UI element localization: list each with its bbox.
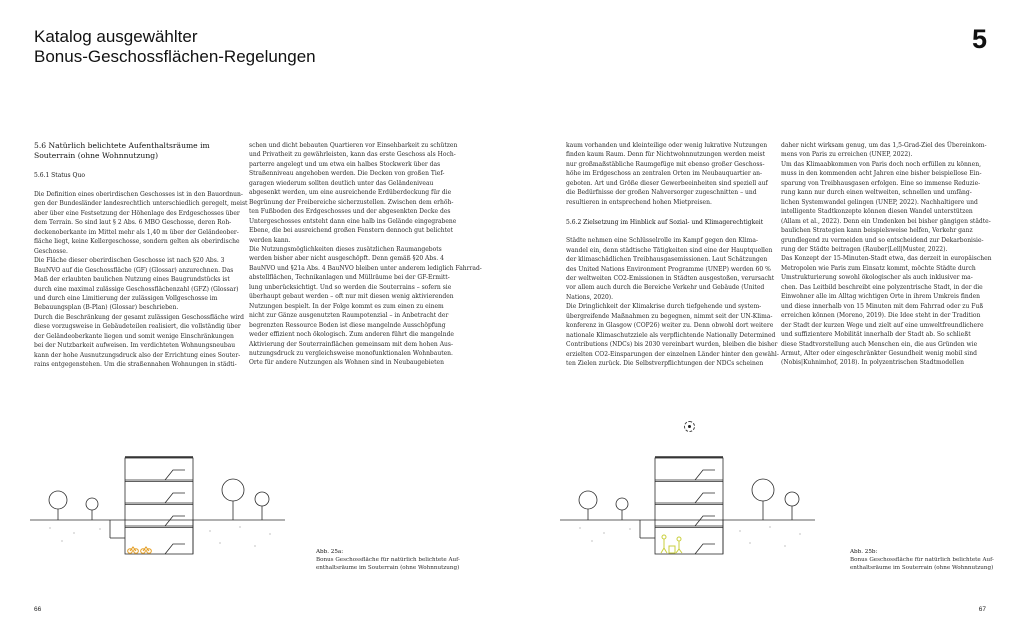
text-line: übergreifende Maßnahmen zu begegnen, nimmt seit der UN-Klima-	[566, 312, 773, 320]
text-line: kann der hohe Ausnutzungsdruck also der Errichtung eines Souter-	[34, 351, 241, 359]
text-line: daher nicht wirksam genug, um das 1,5-Grad-Ziel des Übereinkom-	[781, 142, 987, 149]
text-line: wandel ein, denn städtische Tätigkeiten sind eine der Hauptquellen	[566, 246, 773, 254]
text-line: die Bedürfnisse der großen Nahversorger zugeschnitten – und	[566, 189, 757, 197]
paragraph-block	[249, 141, 482, 368]
text-line: lichen Systemwandel gelingen (UNEP, 2022). Nachhaltigere und	[781, 198, 978, 206]
text-line: Bebauungsplan (B-Plan) (Glossar) beschrieben.	[34, 304, 179, 312]
section-heading-line2: Souterrain (ohne Wohnnutzung)	[34, 151, 159, 160]
text-line: (Nobis|Kuhnimhof, 2018). In polyzentrischen Stadtmodellen	[781, 359, 964, 367]
text-line: ten Fußboden des Erdgeschosses und der abgesenkten Decke des	[249, 208, 451, 216]
text-line: Maß der erlaubten baulichen Nutzung eines Baugrundstücks ist	[34, 276, 230, 284]
text-line: BauNVO und §21a Abs. 4 BauNVO bleiben unter anderem lediglich Fahrrad-	[249, 264, 482, 272]
text-line: Umstrukturierung sowohl ökologischer als auch inklusiver ma-	[781, 274, 973, 282]
text-line: rung der Städte beitragen (Rauber|Lell|Muster, 2022).	[781, 245, 948, 253]
text-line: Metropolen wie Paris zum Einsatz kommt, möchte Städte durch	[781, 264, 976, 272]
text-line: und suffizientere Mobilität innerhalb der Stadt ab. So schließt	[781, 331, 971, 339]
text-line: Einwohner alle im Alltag wichtigen Orte in ihrem Umkreis finden	[781, 293, 981, 301]
text-line: der Stadt der kurzen Wege und zielt auf eine umweltfreundlichere	[781, 321, 984, 329]
text-line: schen und dicht bebauten Quartieren vor Einsehbarkeit zu schützen	[249, 142, 458, 149]
chapter-number: 5	[971, 24, 987, 54]
page-number-right: 67	[978, 606, 986, 613]
figure-caption-a-line1: Bonus Geschossfläche für natürlich belichtete Auf-	[316, 557, 460, 563]
text-line: Aktivierung der Souterrainflächen gemeinsam mit dem hohen Aus-	[249, 340, 453, 348]
text-line: begrenzten Ressource Boden ist diese mangelnde Ausschöpfung	[249, 321, 446, 329]
chapter-title-line2: Bonus-Geschossflächen-Regelungen	[34, 47, 316, 66]
text-line: Orte für andere Nutzungen als Wohnen sind in Neubaugebieten	[249, 359, 444, 367]
text-line: diese Stadtvorstellung auch Menschen ein, die aus Gründen wie	[781, 340, 978, 348]
text-line: durch eine maximal zulässige Geschossflächenzahl (GFZ) (Glossar)	[34, 285, 239, 293]
text-line: grundlegend zu vermeiden und so entscheidend zur Dekarbonisie-	[781, 236, 984, 244]
text-line: Die Dringlichkeit der Klimakrise durch tiefgehende und system-	[566, 303, 762, 311]
text-line: baulichen Strategien kann beispielsweise helfen, Verkehr ganz	[781, 227, 973, 235]
text-line: Die Definition eines oberirdischen Geschosses ist in den Bauordnun-	[34, 191, 243, 198]
text-line: Städte nehmen eine Schlüsselrolle im Kampf gegen den Klima-	[566, 237, 758, 245]
text-line: muss in den kommenden acht Jahren eine bisher beispiellose Ein-	[781, 170, 982, 178]
text-line: deckenoberkante im Mittel mehr als 1,40 m über der Geländeober-	[34, 228, 239, 236]
figure-label-a: Abb. 25a:	[316, 549, 344, 555]
text-line: Durch die Beschränkung der gesamt zulässigen Geschossfläche wird	[34, 313, 245, 321]
text-line: Die Nutzungsmöglichkeiten dieses zusätzlichen Raumangebots	[249, 245, 442, 253]
text-line: kaum vorhanden und kleinteilige oder wenig lukrative Nutzungen	[566, 142, 768, 149]
text-line: erzielten CO2-Einsparungen der einzelnen Länder hinter den gewähl-	[566, 350, 779, 358]
text-line: Nations, 2020).	[566, 293, 614, 301]
text-line: aber über eine Festsetzung der Höhenlage des Erdgeschosses über	[34, 209, 240, 217]
text-line: chen. Das Leitbild beschreibt eine polyzentrische Stadt, in der die	[781, 283, 983, 291]
paragraph-block	[34, 190, 248, 370]
page-number-left: 66	[34, 606, 42, 613]
text-line: abstellflächen, Technikanlagen und Müllräume bei der GF-Ermitt-	[249, 274, 450, 282]
text-line: Untergeschosses entsteht dann eine halb ins Gelände eingegrabene	[249, 217, 457, 225]
text-line: intelligente Stadtkonzepte können diesen Wandel unterstützen	[781, 208, 973, 216]
text-line: Nutzungen bespielt. In der Folge kommt es zum einen zu einem	[249, 302, 444, 310]
text-line: weder effizient noch ökologisch. Zum anderen führt die mangelnde	[249, 331, 454, 339]
text-line: der Geländeoberkante liegen und somit wenige Einschränkungen	[34, 332, 234, 340]
text-line: Geschosse.	[34, 247, 68, 255]
text-line: Armut, Alter oder eingeschränkter Gesundheit wenig mobil sind	[781, 349, 977, 357]
text-line: resultieren in entsprechend hohen Mietpreisen.	[566, 198, 712, 206]
text-line: sparung von Treibhausgasen erfolgen. Eine so immense Reduzie-	[781, 179, 981, 187]
building-section-illustration-b	[560, 400, 830, 590]
text-line: nur großmaßstäbliche Raumgefüge mit ebenso großer Geschoss-	[566, 160, 765, 168]
building-section-illustration-a	[30, 400, 300, 590]
text-line: höhe im Erdgeschoss an zentralen Orten im Neubauquartier an-	[566, 170, 763, 178]
subsection-heading-status: 5.6.1 Status Quo	[34, 172, 85, 179]
figure-caption-b	[850, 548, 994, 572]
text-line: erreichen können (Moreno, 2019). Die Idee steht in der Tradition	[781, 312, 981, 320]
text-line: Die Fläche dieser oberirdischen Geschosse ist nach §20 Abs. 3	[34, 257, 225, 265]
section-heading	[34, 141, 242, 161]
text-line: der klimaschädlichen Treibhausgasemissionen. Laut Schätzungen	[566, 256, 768, 264]
text-line: vor allem auch durch die Bereiche Verkehr und Gebäude (United	[566, 284, 765, 292]
text-line: nutzungsdruck zu vergleichsweise monofunktionalen Wohnbauten.	[249, 349, 453, 357]
text-line: gen der Bundesländer landesrechtlich unterschiedlich geregelt, meist	[34, 200, 248, 208]
text-line: abgesenkt werden, um eine ausreichende Erdüberdeckung für die	[249, 189, 452, 197]
text-line: überhaupt gebaut werden – oft nur mit diesen wenig aktivierenden	[249, 293, 454, 301]
text-line: BauNVO auf die Geschossfläche (GF) (Glossar) anzurechnen. Das	[34, 266, 234, 274]
text-column-1	[34, 141, 248, 370]
text-line: nicht zur Gänze ausgenutzten Raumpotenzial – in Anbetracht der	[249, 312, 449, 320]
text-line: rung kann nur durch einen weltweiten, schnellen und umfäng-	[781, 189, 972, 197]
text-line: Um das Klimaabkommen von Paris doch noch erfüllen zu können,	[781, 160, 981, 168]
figure-caption-b-line2: enthaltsräume im Souterrain (ohne Wohnnutzung)	[850, 565, 994, 571]
text-line: konferenz in Glasgow (COP26) weiter zu. Denn obwohl dort weitere	[566, 322, 774, 330]
text-line: und diese innerhalb von 15 Minuten mit dem Fahrrad oder zu Fuß	[781, 302, 984, 310]
chapter-title-line1: Katalog ausgewählter	[34, 27, 198, 46]
figure-caption-a-line2: enthaltsräume im Souterrain (ohne Wohnnutzung)	[316, 565, 460, 571]
text-line: und Privatheit zu gewährleisten, kann das erste Geschoss als Hoch-	[249, 151, 456, 159]
text-line: mens von Paris zu erreichen (UNEP, 2022).	[781, 151, 913, 159]
text-line: diese vorzugsweise in Gebäudeteilen realisiert, die vollständig über	[34, 323, 241, 331]
text-line: werden bisher aber nicht ausgeschöpft. Denn gemäß §20 Abs. 4	[249, 255, 444, 263]
text-line: nationale Klimaschutzziele als verpflichtende Nationally Determined	[566, 331, 776, 339]
text-line: fläche liegt, keine Kellergeschosse, sondern gelten als oberirdische	[34, 238, 240, 246]
subsection-heading-goals: 5.6.2 Zielsetzung im Hinblick auf Sozial- und Klimagerechtigkeit	[566, 219, 764, 227]
text-column-2	[249, 141, 482, 368]
text-line: parterre angelegt und um etwa ein halbes Stockwerk über das	[249, 160, 441, 168]
text-line: Ebene, die bei ausreichend großen Fenstern dennoch gut belichtet	[249, 227, 453, 235]
text-line: der weltweiten CO2-Emissionen in Städten ausgestoßen, verursacht	[566, 274, 775, 282]
paragraph-block	[566, 141, 774, 207]
chapter-title	[34, 27, 316, 67]
text-column-4	[781, 141, 992, 368]
paragraph-block	[781, 141, 992, 368]
text-line: (Allam et al., 2022). Denn ein Umdenken bei bisher gängigen städte-	[781, 217, 991, 225]
text-line: werden kann.	[249, 236, 291, 244]
figure-caption-b-line1: Bonus Geschossfläche für natürlich belichtete Auf-	[850, 557, 994, 563]
figure-label-b: Abb. 25b:	[850, 549, 878, 555]
figure-caption-a	[316, 548, 460, 572]
text-line: dem Terrain. So sind laut § 2 Abs. 6 MBO Geschosse, deren Roh-	[34, 219, 232, 227]
text-line: Das Konzept der 15-Minuten-Stadt etwa, das derzeit in europäischen	[781, 255, 992, 263]
text-line: garagen wiederum sollten deutlich unter das Geländeniveau	[249, 179, 434, 187]
text-line: finden kaum Raum. Denn für Nichtwohnnutzungen werden meist	[566, 151, 766, 159]
paragraph-block	[566, 236, 779, 368]
text-column-3	[566, 141, 779, 369]
text-line: geboten. Art und Größe dieser Gewerbeeinheiten sind speziell auf	[566, 179, 768, 187]
text-line: Contributions (NDCs) bis 2030 vereinbart wurden, bleiben die bisher	[566, 341, 778, 349]
section-heading-line1: 5.6 Natürlich belichtete Aufenthaltsräume im	[34, 141, 210, 150]
text-line: Straßenniveau angehoben werden. Die Decken von großen Tief-	[249, 170, 445, 178]
text-line: Begrünung der Freibereiche sicherzustellen. Zwischen dem erhöh-	[249, 198, 454, 206]
text-line: und durch eine Limitierung der zulässigen Vollgeschosse im	[34, 294, 218, 302]
text-line: lung unberücksichtigt. Und so werden die Souterrains – sofern sie	[249, 283, 452, 291]
compass-icon	[684, 421, 695, 432]
text-line: ten Zielen zurück. Die Selbstverpflichtungen der NDCs scheinen	[566, 360, 764, 368]
text-line: rains entgegenstehen. Um die straßennahen Wohnungen in städti-	[34, 361, 237, 369]
text-line: bei der Nutzbarkeit aufweisen. Im verdichteten Wohnungsneubau	[34, 342, 236, 350]
text-line: des United Nations Environment Programme (UNEP) werden 60 %	[566, 265, 771, 273]
